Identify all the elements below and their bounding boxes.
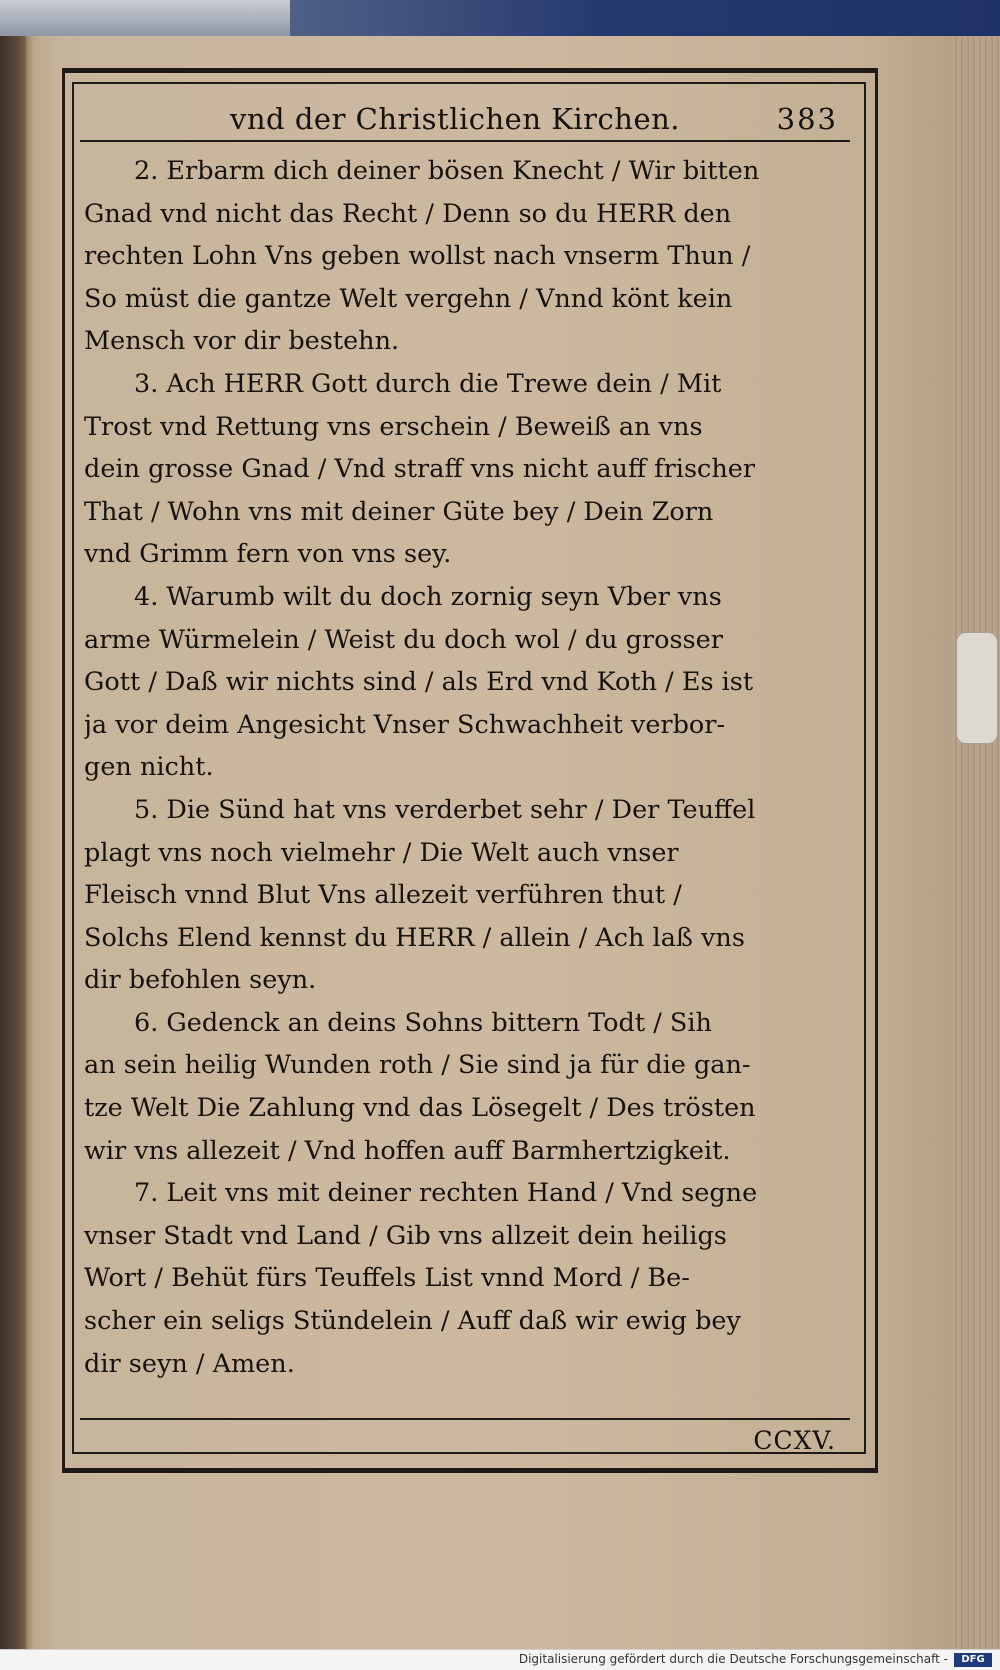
text-line: scher ein seligs Stündelein / Auff daß wir ewig bey: [84, 1306, 741, 1337]
text-line: tze Welt Die Zahlung vnd das Lösegelt / Des trösten: [84, 1093, 756, 1124]
text-line: dir seyn / Amen.: [84, 1348, 295, 1379]
text-line: arme Würmelein / Weist du doch wol / du grosser: [84, 624, 723, 655]
text-line: dir befohlen seyn.: [84, 965, 317, 996]
text-line: 4. Warumb wilt du doch zornig seyn Vber vns: [134, 581, 722, 612]
text-line: 2. Erbarm dich deiner bösen Knecht / Wir bitten: [134, 156, 760, 186]
running-title: vnd der Christlichen Kirchen.: [230, 102, 680, 136]
text-line: Wort / Behüt fürs Teuffels List vnnd Mord / Be-: [84, 1263, 690, 1294]
book-cover-strip: [0, 0, 1000, 36]
page-tab-marker: [956, 632, 998, 744]
text-line: vnser Stadt vnd Land / Gib vns allzeit dein heiligs: [84, 1220, 727, 1251]
text-line: 5. Die Sünd hat vns verderbet sehr / Der Teuffel: [134, 794, 756, 825]
text-line: So müst die gantze Welt vergehn / Vnnd könt kein: [84, 283, 733, 314]
text-line: ja vor deim Angesicht Vnser Schwachheit verbor-: [84, 709, 726, 740]
text-line: rechten Lohn Vns geben wollst nach vnserm Thun /: [84, 241, 751, 272]
text-line: Trost vnd Rettung vns erschein / Beweiß an vns: [84, 411, 703, 442]
text-line: Solchs Elend kennst du HERR / allein / Ach laß vns: [84, 922, 745, 953]
credit-text: Digitalisierung gefördert durch die Deutsche Forschungsgemeinschaft -: [518, 1652, 948, 1666]
footer: [80, 1418, 850, 1460]
cover-corner: [0, 0, 290, 36]
text-line: 7. Leit vns mit deiner rechten Hand / Vnd segne: [134, 1178, 758, 1209]
header-rule: [80, 140, 850, 142]
dfg-logo[interactable]: DFG: [954, 1653, 992, 1667]
text-line: gen nicht.: [84, 752, 214, 783]
text-line: Gott / Daß wir nichts sind / als Erd vnd Koth / Es ist: [84, 667, 754, 698]
text-line: That / Wohn vns mit deiner Güte bey / Dein Zorn: [84, 496, 714, 527]
credit-bar: [0, 1649, 1000, 1670]
signature-mark: CCXV.: [753, 1426, 836, 1455]
text-line: 3. Ach HERR Gott durch die Trewe dein / Mit: [134, 368, 722, 399]
text-line: an sein heilig Wunden roth / Sie sind ja für die gan-: [84, 1050, 751, 1081]
text-line: plagt vns noch vielmehr / Die Welt auch vnser: [84, 837, 679, 868]
text-line: dein grosse Gnad / Vnd straff vns nicht auff frischer: [84, 454, 756, 485]
text-line: Fleisch vnnd Blut Vns allezeit verführen thut /: [84, 880, 682, 911]
running-header: [80, 96, 850, 140]
book-spine: [0, 36, 26, 1669]
page-edges: [952, 36, 1000, 1669]
hymn-text: [84, 150, 850, 1385]
text-line: 6. Gedenck an deins Sohns bittern Todt / Sih: [134, 1007, 712, 1038]
page-number: 383: [776, 102, 838, 136]
text-line: wir vns allezeit / Vnd hoffen auff Barmhertzigkeit.: [84, 1135, 731, 1166]
text-line: Gnad vnd nicht das Recht / Denn so du HERR den: [84, 198, 732, 229]
text-line: vnd Grimm fern von vns sey.: [84, 539, 452, 570]
text-line: Mensch vor dir bestehn.: [84, 326, 400, 357]
